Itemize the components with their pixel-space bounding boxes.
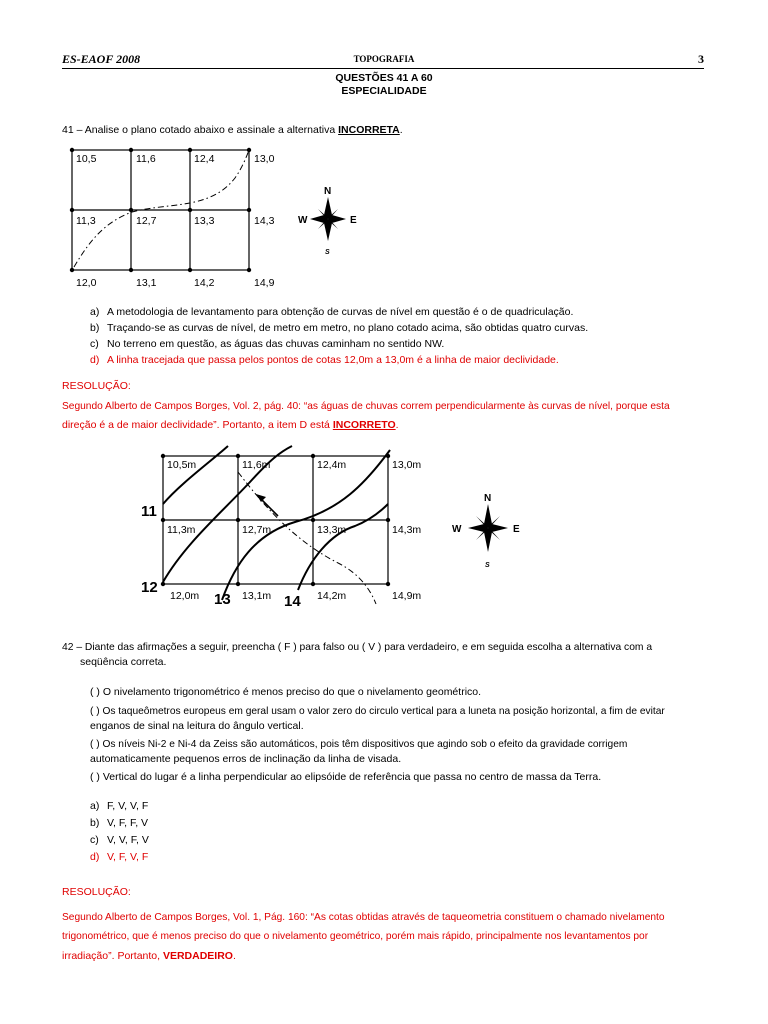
resolution-emphasis: INCORRETO	[332, 419, 396, 431]
grid-label: 12,7	[136, 215, 157, 227]
header-rule	[62, 68, 704, 69]
q41-option-c	[90, 338, 444, 350]
option-letter: b)	[90, 322, 100, 334]
q41-grid-diagram	[60, 140, 290, 295]
resolution-end: .	[232, 950, 236, 962]
grid-label: 14,9m	[392, 590, 422, 602]
grid-label: 13,0m	[392, 459, 422, 471]
compass-east: E	[350, 215, 357, 226]
grid-label: 14,9	[254, 277, 275, 289]
option-letter: c)	[90, 338, 99, 350]
option-letter: a)	[90, 306, 100, 318]
compass-south: S	[485, 562, 490, 569]
q42-stem-line2: seqüência correta.	[80, 656, 167, 668]
q42-option-b	[90, 817, 148, 829]
statement-line: ( ) Os taqueômetros europeus em geral usam o valor zero do circulo vertical para a luneta na posição horizontal, a fim de evitar	[90, 706, 665, 717]
grid-label: 11,6m	[242, 459, 271, 471]
grid-label: 14,3	[254, 215, 275, 227]
q42-resolution-title: RESOLUÇÃO:	[62, 886, 131, 898]
option-letter: d)	[90, 354, 100, 366]
compass-south: S	[325, 249, 330, 256]
q42-statement-4	[90, 770, 702, 784]
option-letter: a)	[90, 800, 100, 812]
grid-label: 13,3m	[317, 524, 347, 536]
option-letter: b)	[90, 817, 100, 829]
q41-resolution-title: RESOLUÇÃO:	[62, 380, 131, 392]
grid-label: 13,1m	[242, 590, 272, 602]
statement-line: ( ) Vertical do lugar é a linha perpendicular ao elipsóide de referência que passa no centro de massa da Terra.	[90, 771, 602, 783]
contour-label: 14	[284, 593, 301, 610]
grid-label: 10,5	[76, 153, 97, 165]
grid-label: 14,2m	[317, 590, 347, 602]
grid-label: 11,3	[76, 215, 96, 227]
compass-north: N	[324, 186, 332, 197]
q41-stem-end: .	[399, 124, 403, 136]
contour-label: 11	[141, 503, 157, 520]
q42-statement-1	[90, 685, 702, 699]
resolution-text: irradiação”. Portanto,	[62, 950, 163, 962]
q41-resolution-line1: Segundo Alberto de Campos Borges, Vol. 2, pág. 40: “as águas de chuvas correm perpendicularmente às curvas de nível, porque esta	[62, 401, 670, 412]
q41-resolution-line2	[62, 417, 399, 433]
option-text: A linha tracejada que passa pelos pontos de cotas 12,0m a 13,0m é a linha de maior declividade.	[107, 354, 559, 366]
q41-option-d	[90, 354, 559, 366]
option-letter: c)	[90, 834, 99, 846]
compass-rose-icon	[296, 183, 360, 261]
compass-north: N	[484, 493, 492, 504]
q42-statement-2	[90, 705, 702, 733]
q41-option-a	[90, 306, 573, 318]
section-subtitle: ESPECIALIDADE	[341, 85, 427, 97]
q41-stem	[62, 122, 403, 138]
compass-west: W	[452, 524, 462, 535]
resolution-emphasis: VERDADEIRO	[162, 950, 233, 962]
q42-statement-3	[90, 738, 702, 766]
option-text: A metodologia de levantamento para obtenção de curvas de nível em questão é o de quadriculação.	[107, 306, 574, 318]
q41-stem-emphasis: INCORRETA	[338, 124, 400, 136]
grid-label: 10,5m	[167, 459, 197, 471]
header-subject: TOPOGRAFIA	[353, 54, 415, 64]
page-number: 3	[698, 52, 704, 66]
contour-label: 13	[214, 591, 231, 608]
statement-line: automaticamente pequenos erros de inclinação da linha de visada.	[90, 753, 402, 765]
q41-stem-text: 41 – Analise o plano cotado abaixo e assinale a alternativa	[62, 124, 339, 136]
option-text: F, V, V, F	[107, 800, 149, 812]
grid-label: 12,0m	[170, 590, 200, 602]
grid-label: 12,4	[194, 153, 215, 165]
q42-option-c	[90, 834, 149, 846]
statement-line: enganos de sinal na leitura do ângulo vertical.	[90, 720, 304, 732]
section-title: QUESTÕES 41 A 60	[335, 72, 433, 84]
q42-stem-line1: 42 – Diante das afirmações a seguir, preencha ( F ) para falso ou ( V ) para verdadeiro, e em seguida escolha a alternativa com a	[62, 642, 653, 653]
grid-label: 13,3	[194, 215, 215, 227]
q42-option-d	[90, 851, 148, 863]
option-text: V, F, V, F	[107, 851, 149, 863]
q42-resolution-line3	[62, 948, 236, 964]
q41-contour-diagram	[130, 444, 440, 616]
q42-option-a	[90, 800, 148, 812]
option-letter: d)	[90, 851, 100, 863]
q42-resolution-line2: trigonométrico, que é menos preciso do que o nivelamento geométrico, porém mais rápido, principalmente nos levantamentos por	[62, 931, 649, 942]
grid-label: 14,2	[194, 277, 215, 289]
header-exam-code: ES-EAOF 2008	[62, 52, 141, 66]
compass-west: W	[298, 215, 308, 226]
compass-east: E	[513, 524, 520, 535]
grid-label: 12,0	[76, 277, 97, 289]
grid-label: 11,6	[136, 153, 156, 165]
grid-label: 14,3m	[392, 524, 422, 536]
grid-label: 13,1	[136, 277, 157, 289]
q42-resolution-line1: Segundo Alberto de Campos Borges, Vol. 1, Pág. 160: “As cotas obtidas através de taqueometria constituem o chamado nivelamento	[62, 912, 665, 923]
grid-label: 11,3m	[167, 524, 196, 536]
statement-line: ( ) Os níveis Ni-2 e Ni-4 da Zeiss são automáticos, pois têm dispositivos que agindo sob o efeito da gravidade corrigem	[90, 739, 628, 750]
grid-label: 12,7m	[242, 524, 272, 536]
contour-label: 12	[141, 579, 158, 596]
option-text: No terreno em questão, as águas das chuvas caminham no sentido NW.	[107, 338, 445, 350]
option-text: Traçando-se as curvas de nível, de metro em metro, no plano cotado acima, são obtidas quatro curvas.	[107, 322, 589, 334]
compass-rose-icon	[452, 490, 524, 574]
grid-label: 13,0	[254, 153, 275, 165]
resolution-text: direção é a de maior declividade”. Portanto, a item D está	[62, 419, 333, 431]
grid-label: 12,4m	[317, 459, 347, 471]
q41-option-b	[90, 322, 588, 334]
option-text: V, F, F, V	[107, 817, 149, 829]
option-text: V, V, F, V	[107, 834, 149, 846]
statement-line: ( ) O nivelamento trigonométrico é menos preciso do que o nivelamento geométrico.	[90, 686, 482, 698]
resolution-end: .	[395, 419, 399, 431]
